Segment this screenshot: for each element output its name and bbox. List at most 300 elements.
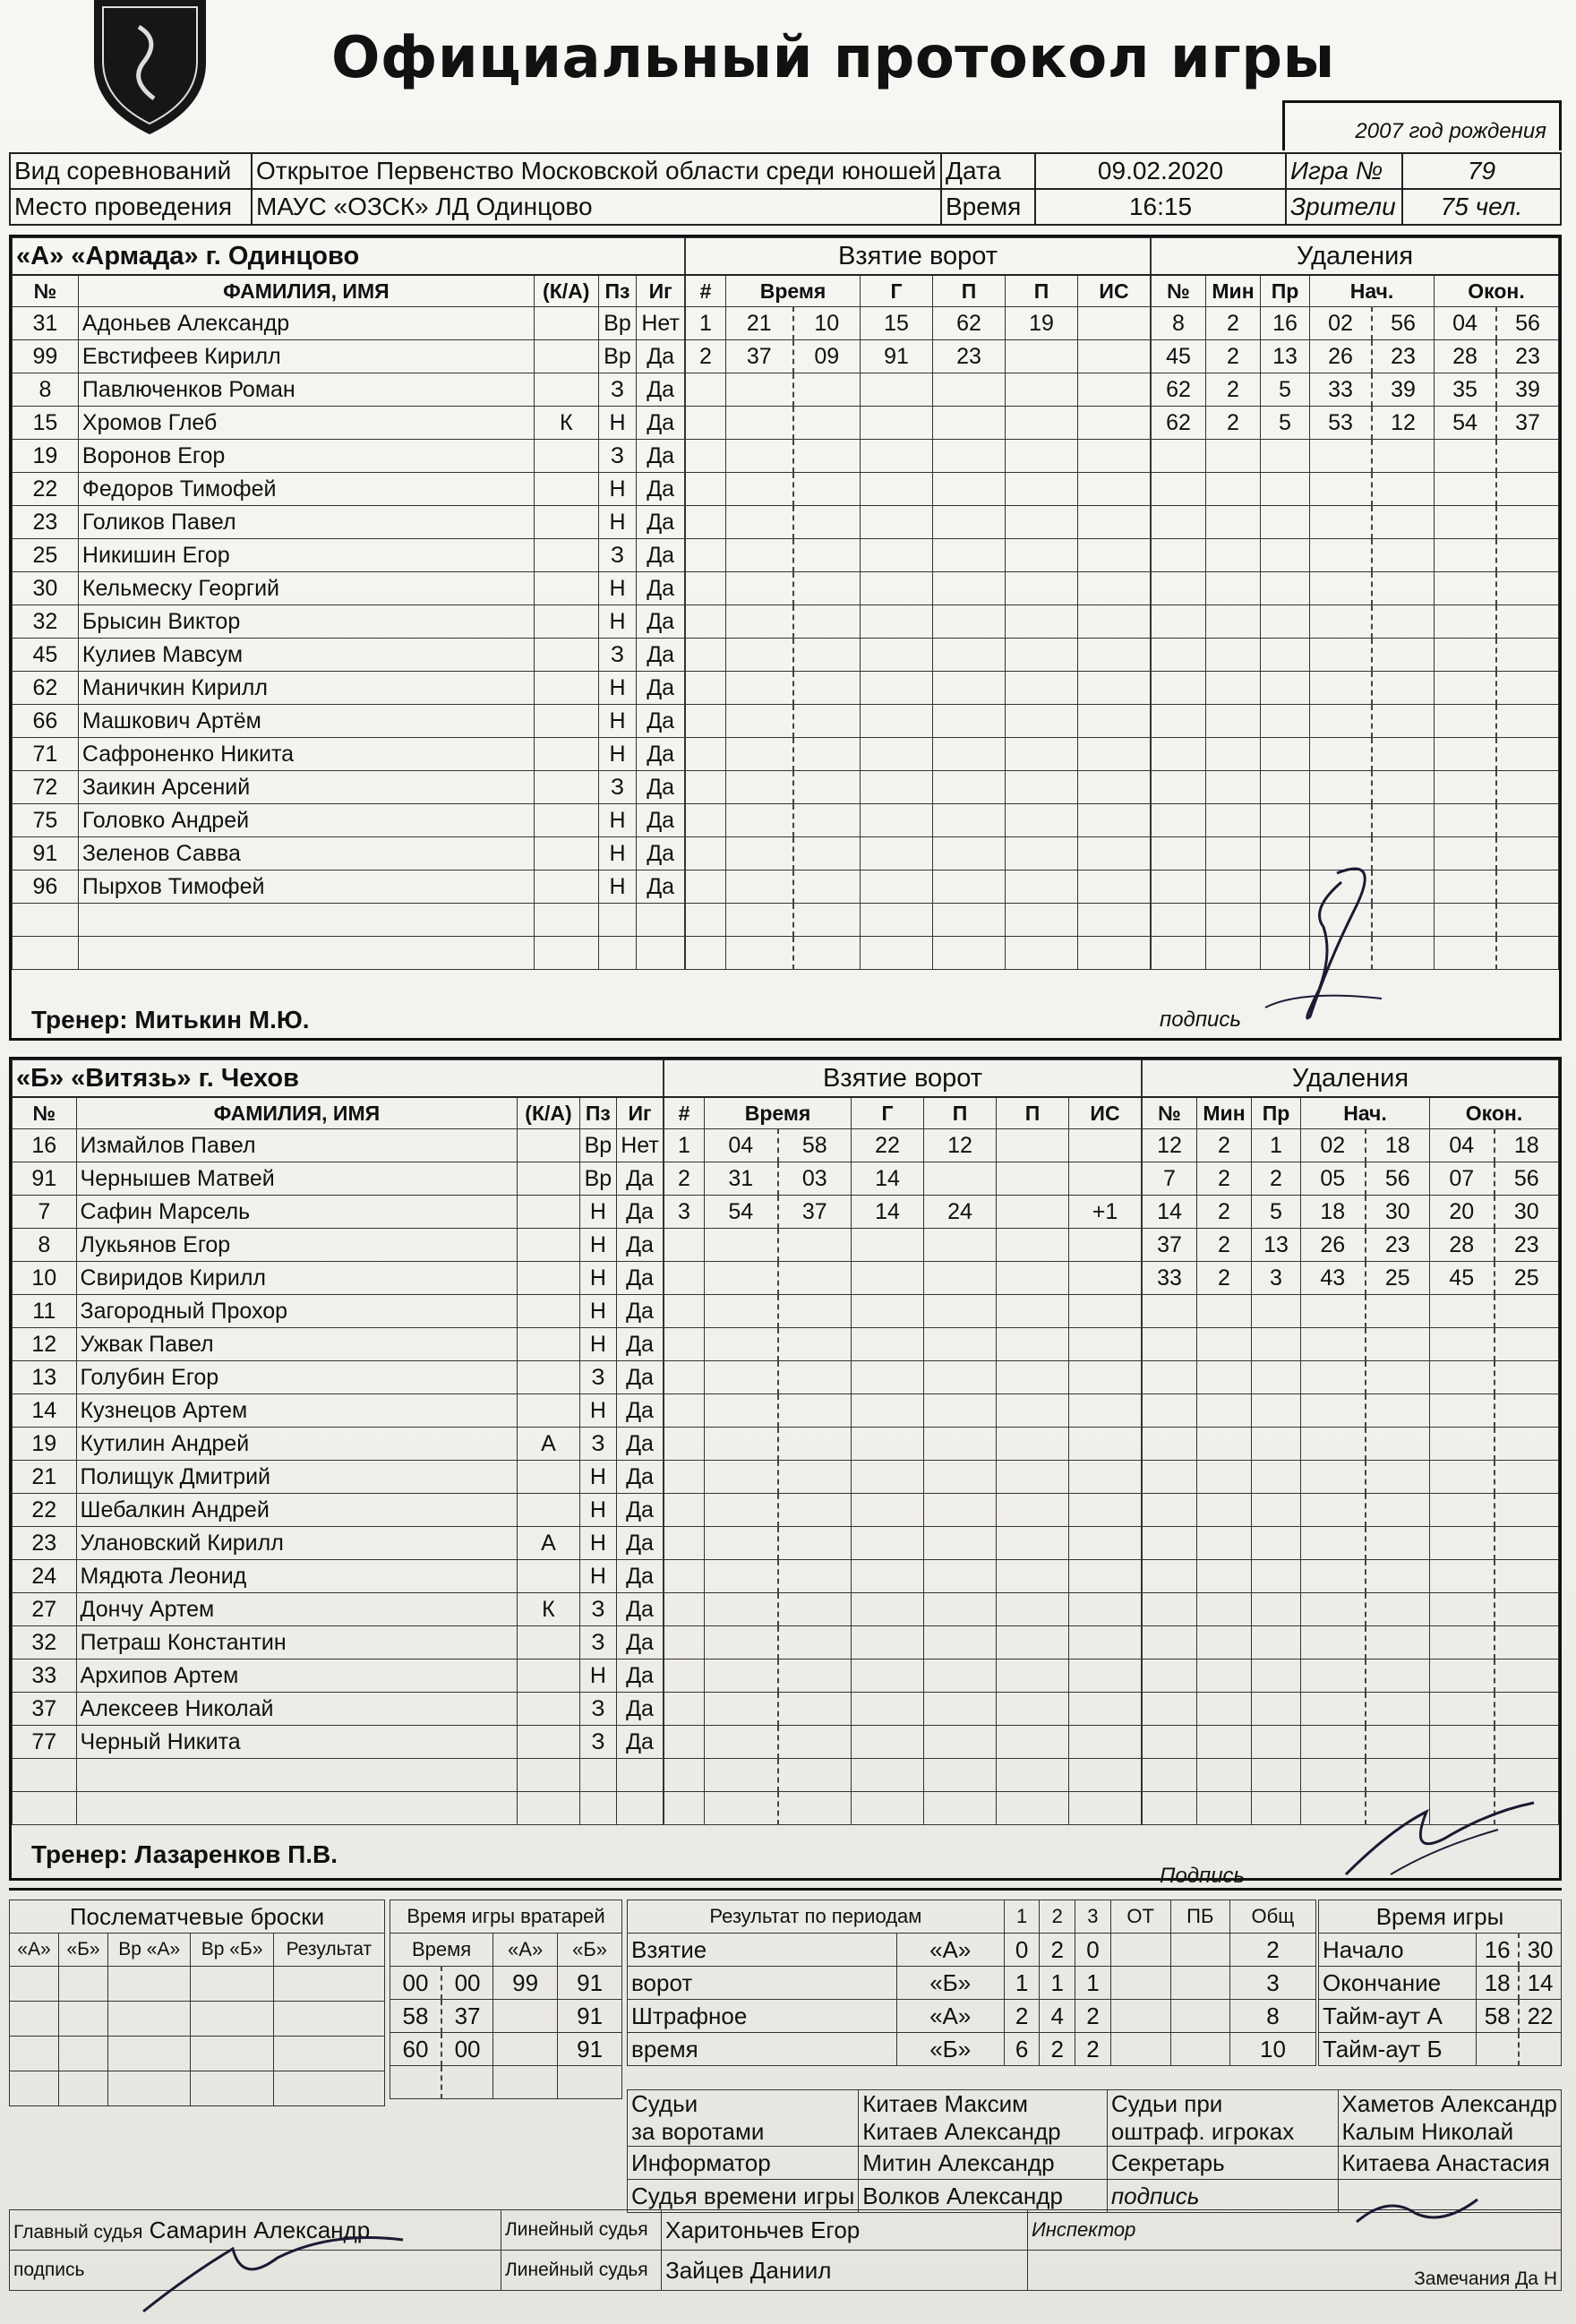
penalty-player [1152,870,1206,904]
penalty-player [1143,1726,1197,1759]
player-position: З [579,1428,616,1461]
goal-sec [793,771,861,804]
goal-scorer [861,804,933,837]
penalty-start-min [1310,605,1373,639]
penalty-reason [1252,1494,1301,1527]
col-pen-reason: Пр [1261,275,1310,307]
goal-assist-1 [924,1262,997,1295]
penalty-end-min: 07 [1430,1162,1495,1196]
penalty-start-sec [1372,705,1435,738]
summary-section [9,1888,1562,2324]
roster-row [13,373,685,407]
goal-sec [778,1461,852,1494]
penalty-start-min: 33 [1310,373,1373,407]
goal-scorer [861,407,933,440]
head-ref-signature [134,2222,421,2320]
penalty-start-sec [1366,1693,1430,1726]
penalty-row [1143,1328,1559,1361]
penalty-minutes [1197,1659,1252,1693]
goal-assist-2 [1006,804,1078,837]
goal-row [686,639,1151,672]
col-pen-reason: Пр [1252,1097,1301,1129]
player-name: Заикин Арсений [78,771,534,804]
goal-sec [793,407,861,440]
goal-min [726,672,793,705]
penalty-reason [1261,440,1310,473]
penalty-start-sec: 23 [1366,1229,1430,1262]
goals-b-5 [1170,1967,1229,2000]
player-role [534,605,598,639]
penalty-end-min [1435,539,1497,572]
time-value: 16:15 [1035,189,1286,225]
penalty-row [1152,605,1559,639]
player-name: Улановский Кирилл [76,1527,518,1560]
col-goal-scorer: Г [852,1097,924,1129]
remarks-no: Н [1543,2268,1557,2289]
goal-row [686,804,1151,837]
goal-sec [793,639,861,672]
penalty-end-sec: 37 [1496,407,1559,440]
player-name [78,937,534,970]
time-label: Время [941,189,1035,225]
remarks-yes: Да [1515,2268,1538,2289]
penalty-start-min [1310,804,1373,837]
col-played: Иг [617,1097,664,1129]
player-played: Да [617,1428,664,1461]
goal-assist-2 [1006,506,1078,539]
penalty-row [1143,1626,1559,1659]
penalty-reason: 13 [1252,1229,1301,1262]
player-name: Свиридов Кирилл [76,1262,518,1295]
player-number: 91 [13,837,79,870]
goalie-b [558,2066,622,2099]
penalty-end-sec [1496,870,1559,904]
goal-situation [1069,1428,1142,1461]
penalty-player: 14 [1143,1196,1197,1229]
player-position [598,904,637,937]
player-number: 75 [13,804,79,837]
penalty-end-min: 35 [1435,373,1497,407]
penalty-start-sec [1372,639,1435,672]
roster-row [13,1626,664,1659]
goal-situation [1069,1593,1142,1626]
goal-assist-2 [997,1792,1069,1825]
goal-sec: 37 [778,1196,852,1229]
col-position: Пз [579,1097,616,1129]
goal-row [686,373,1151,407]
col-pen-minutes: Мин [1197,1097,1252,1129]
goal-no [664,1659,705,1693]
goal-row [686,904,1151,937]
goal-no [686,373,726,407]
penalty-end-min [1435,440,1497,473]
player-played: Нет [617,1129,664,1162]
penalty-start-sec: 25 [1366,1262,1430,1295]
goal-scorer [861,771,933,804]
goal-min [726,473,793,506]
roster-row [13,1726,664,1759]
goal-no [686,738,726,771]
penalty-minutes: 2 [1197,1229,1252,1262]
goal-situation [1069,1262,1142,1295]
player-role [534,340,598,373]
goal-min [705,1361,778,1394]
penalty-end-sec [1496,837,1559,870]
penalty-minutes: 2 [1206,307,1261,340]
player-role [534,539,598,572]
penalty-row [1143,1726,1559,1759]
player-position: З [598,639,637,672]
date-label: Дата [941,153,1035,189]
player-role [518,1626,580,1659]
penalty-end-sec: 56 [1495,1162,1559,1196]
player-name: Сафин Марсель [76,1196,518,1229]
goal-assist-1 [924,1792,997,1825]
penalty-row [1152,771,1559,804]
shootout-col-gk-a: Вр «А» [107,1934,191,1967]
player-played: Да [617,1361,664,1394]
player-role [534,870,598,904]
pim-a-5 [1170,2000,1229,2033]
officials-signature-label: подпись [1107,2180,1338,2213]
player-position: Н [598,572,637,605]
player-number: 23 [13,506,79,539]
player-position: Н [598,672,637,705]
penalty-end-min [1435,804,1497,837]
penalty-start-sec [1372,473,1435,506]
player-position: Вр [598,340,637,373]
goal-situation: +1 [1069,1196,1142,1229]
penalty-start-sec: 39 [1372,373,1435,407]
penalty-player [1143,1361,1197,1394]
penalty-start-min: 02 [1310,307,1373,340]
goal-min: 31 [705,1162,778,1196]
player-played: Да [617,1196,664,1229]
period-row [628,1967,1316,2000]
roster-row [13,605,685,639]
penalty-minutes: 2 [1206,407,1261,440]
penalty-start-sec: 30 [1366,1196,1430,1229]
pim-a-6: 8 [1229,2000,1315,2033]
goal-no: 1 [686,307,726,340]
col-position: Пз [598,275,637,307]
goal-no [686,804,726,837]
inspector-label: Инспектор [1028,2210,1562,2251]
penalty-row [1143,1162,1559,1196]
player-name: Архипов Артем [76,1659,518,1693]
col-period-3: 3 [1075,1900,1111,1934]
penalty-end-min: 28 [1430,1229,1495,1262]
penalty-player [1152,572,1206,605]
goal-row [664,1693,1142,1726]
penalty-player [1152,804,1206,837]
penalty-player: 8 [1152,307,1206,340]
player-position: Вр [579,1129,616,1162]
goalie-time-min: 00 [390,1967,442,2000]
penalty-start-sec [1372,804,1435,837]
penalty-start-sec: 18 [1366,1129,1430,1162]
player-number [13,1759,77,1792]
col-pen-end: Окон. [1435,275,1559,307]
penalty-player [1143,1394,1197,1428]
penalty-minutes [1197,1428,1252,1461]
player-name: Воронов Егор [78,440,534,473]
goal-assist-2 [997,1295,1069,1328]
penalty-reason: 13 [1261,340,1310,373]
player-position: З [598,440,637,473]
roster-row [13,1394,664,1428]
penalty-reason [1261,705,1310,738]
goal-row [686,705,1151,738]
goal-row [664,1196,1142,1229]
penalty-row [1143,1428,1559,1461]
player-played: Да [617,1693,664,1726]
player-number: 19 [13,440,79,473]
player-role [518,1196,580,1229]
penalty-end-sec: 25 [1495,1262,1559,1295]
penalty-minutes [1197,1461,1252,1494]
player-role [518,1560,580,1593]
player-name: Алексеев Николай [76,1693,518,1726]
game-number-label: Игра № [1286,153,1402,189]
col-ka: (К/А) [534,275,598,307]
end-hour: 18 [1477,1967,1519,2000]
penalty-start-min [1310,705,1373,738]
player-position: Вр [598,307,637,340]
goal-scorer [852,1759,924,1792]
goal-row [686,539,1151,572]
player-position: Н [579,1328,616,1361]
goal-scorer [852,1394,924,1428]
period-row [628,1934,1316,1967]
penalty-end-sec [1496,904,1559,937]
goal-scorer [852,1560,924,1593]
penalty-minutes [1206,738,1261,771]
penalty-reason [1252,1693,1301,1726]
goal-situation [1069,1328,1142,1361]
penalty-end-sec [1495,1494,1559,1527]
player-played: Да [637,473,685,506]
penbox-label-1: Судьи при [1110,2090,1223,2117]
goalie-b: 91 [558,2033,622,2066]
goal-situation [1069,1494,1142,1527]
player-name: Федоров Тимофей [78,473,534,506]
penalty-start-sec [1372,771,1435,804]
goal-no [686,572,726,605]
penalty-start-min: 43 [1301,1262,1366,1295]
goal-assist-2 [997,1229,1069,1262]
penalty-player: 7 [1143,1162,1197,1196]
penalty-minutes: 2 [1206,340,1261,373]
goal-min [726,804,793,837]
col-goal-no: # [664,1097,705,1129]
penalty-start-min: 05 [1301,1162,1366,1196]
player-name: Шебалкин Андрей [76,1494,518,1527]
game-time-title: Время игры [1319,1900,1562,1934]
roster-row [13,639,685,672]
penalty-start-sec [1372,440,1435,473]
goal-no [664,1726,705,1759]
penalty-start-sec [1372,738,1435,771]
goal-min [705,1328,778,1361]
secretary-signature [1352,2186,1486,2231]
team-a-goals [685,237,1151,970]
goal-situation [1069,1162,1142,1196]
timekeeper-label: Судья времени игры [628,2180,859,2213]
player-role [518,1328,580,1361]
roster-row [13,1229,664,1262]
goal-situation [1069,1295,1142,1328]
goal-min [705,1626,778,1659]
goal-assist-1 [933,937,1006,970]
col-pen-start: Нач. [1310,275,1435,307]
player-position: З [579,1693,616,1726]
player-number: 71 [13,738,79,771]
roster-row [13,1295,664,1328]
goal-situation [1069,1659,1142,1693]
team-tag: «А» [896,2000,1004,2033]
penalty-start-min [1301,1361,1366,1394]
goal-min: 37 [726,340,793,373]
goal-assist-2 [1006,605,1078,639]
player-role [518,1129,580,1162]
player-number: 99 [13,340,79,373]
goal-min [705,1428,778,1461]
goal-scorer [861,539,933,572]
goal-situation [1078,937,1151,970]
pim-b-5 [1170,2033,1229,2066]
player-position: Н [579,1262,616,1295]
penalty-reason [1252,1759,1301,1792]
goal-situation [1078,738,1151,771]
goals-b-3: 1 [1075,1967,1111,2000]
player-number: 23 [13,1527,77,1560]
player-number [13,904,79,937]
goal-assist-1 [924,1461,997,1494]
roster-row [13,340,685,373]
goal-no [664,1693,705,1726]
penalty-player [1143,1428,1197,1461]
roster-row [13,738,685,771]
goals-a-2: 2 [1040,1934,1075,1967]
player-role [534,506,598,539]
start-hour: 16 [1477,1934,1519,1967]
goal-scorer [852,1461,924,1494]
player-number: 96 [13,870,79,904]
penalty-reason [1261,605,1310,639]
player-position: Н [598,837,637,870]
goal-row [664,1726,1142,1759]
player-played: Да [617,1162,664,1196]
penalty-end-min [1430,1295,1495,1328]
goal-min [705,1792,778,1825]
player-number: 33 [13,1659,77,1693]
goal-no: 2 [664,1162,705,1196]
penalty-start-sec: 23 [1372,340,1435,373]
player-role [518,1693,580,1726]
goalie-a [493,2000,558,2033]
roster-row [13,705,685,738]
goalie-time-table [390,1900,622,2099]
player-played: Да [637,539,685,572]
col-goal-time: Время [726,275,861,307]
player-number: 14 [13,1394,77,1428]
player-role [534,572,598,605]
penalty-end-sec: 30 [1495,1196,1559,1229]
penbox-names [1338,2090,1561,2147]
goal-assist-2 [997,1262,1069,1295]
player-role [534,639,598,672]
goals-a-4 [1110,1934,1170,1967]
pim-b-2: 2 [1040,2033,1075,2066]
penalty-minutes [1197,1394,1252,1428]
penalty-row [1152,639,1559,672]
player-number: 22 [13,1494,77,1527]
goal-scorer [852,1593,924,1626]
pim-a-1: 2 [1004,2000,1040,2033]
player-name: Евстифеев Кирилл [78,340,534,373]
penalty-row [1152,307,1559,340]
goal-assist-1 [924,1626,997,1659]
penalty-start-sec [1372,539,1435,572]
goal-sec [778,1494,852,1527]
player-role [534,738,598,771]
player-name: Павлюченков Роман [78,373,534,407]
penalty-minutes [1206,771,1261,804]
goal-situation [1078,904,1151,937]
col-pen-number: № [1152,275,1206,307]
goal-row [664,1593,1142,1626]
penalty-end-min [1435,937,1497,970]
pim-b-3: 2 [1075,2033,1111,2066]
player-role [518,1726,580,1759]
player-number: 66 [13,705,79,738]
penalty-start-min: 18 [1301,1196,1366,1229]
penalty-player [1143,1295,1197,1328]
player-role [534,440,598,473]
goal-situation [1078,340,1151,373]
goal-row [664,1527,1142,1560]
penalty-end-sec [1496,937,1559,970]
pim-label-1: Штрафное [628,2000,897,2033]
goal-assist-1 [924,1295,997,1328]
penalty-minutes [1206,440,1261,473]
penalty-end-sec [1496,473,1559,506]
penalty-end-min [1435,738,1497,771]
goal-min [705,1229,778,1262]
goal-assist-2 [997,1659,1069,1693]
goal-assist-2 [1006,373,1078,407]
remarks-cell [1028,2251,1562,2291]
goal-scorer [852,1262,924,1295]
penalty-player: 45 [1152,340,1206,373]
penalty-end-sec [1495,1461,1559,1494]
goal-situation [1069,1626,1142,1659]
penalty-reason [1261,804,1310,837]
player-number: 25 [13,539,79,572]
player-role [534,804,598,837]
col-total: Общ [1229,1900,1315,1934]
player-number: 37 [13,1693,77,1726]
player-played: Да [637,440,685,473]
penalty-start-sec [1372,605,1435,639]
penalty-start-sec [1366,1428,1430,1461]
player-number: 19 [13,1428,77,1461]
player-position: Н [579,1560,616,1593]
player-played [637,904,685,937]
goal-row [664,1262,1142,1295]
goal-row [664,1295,1142,1328]
